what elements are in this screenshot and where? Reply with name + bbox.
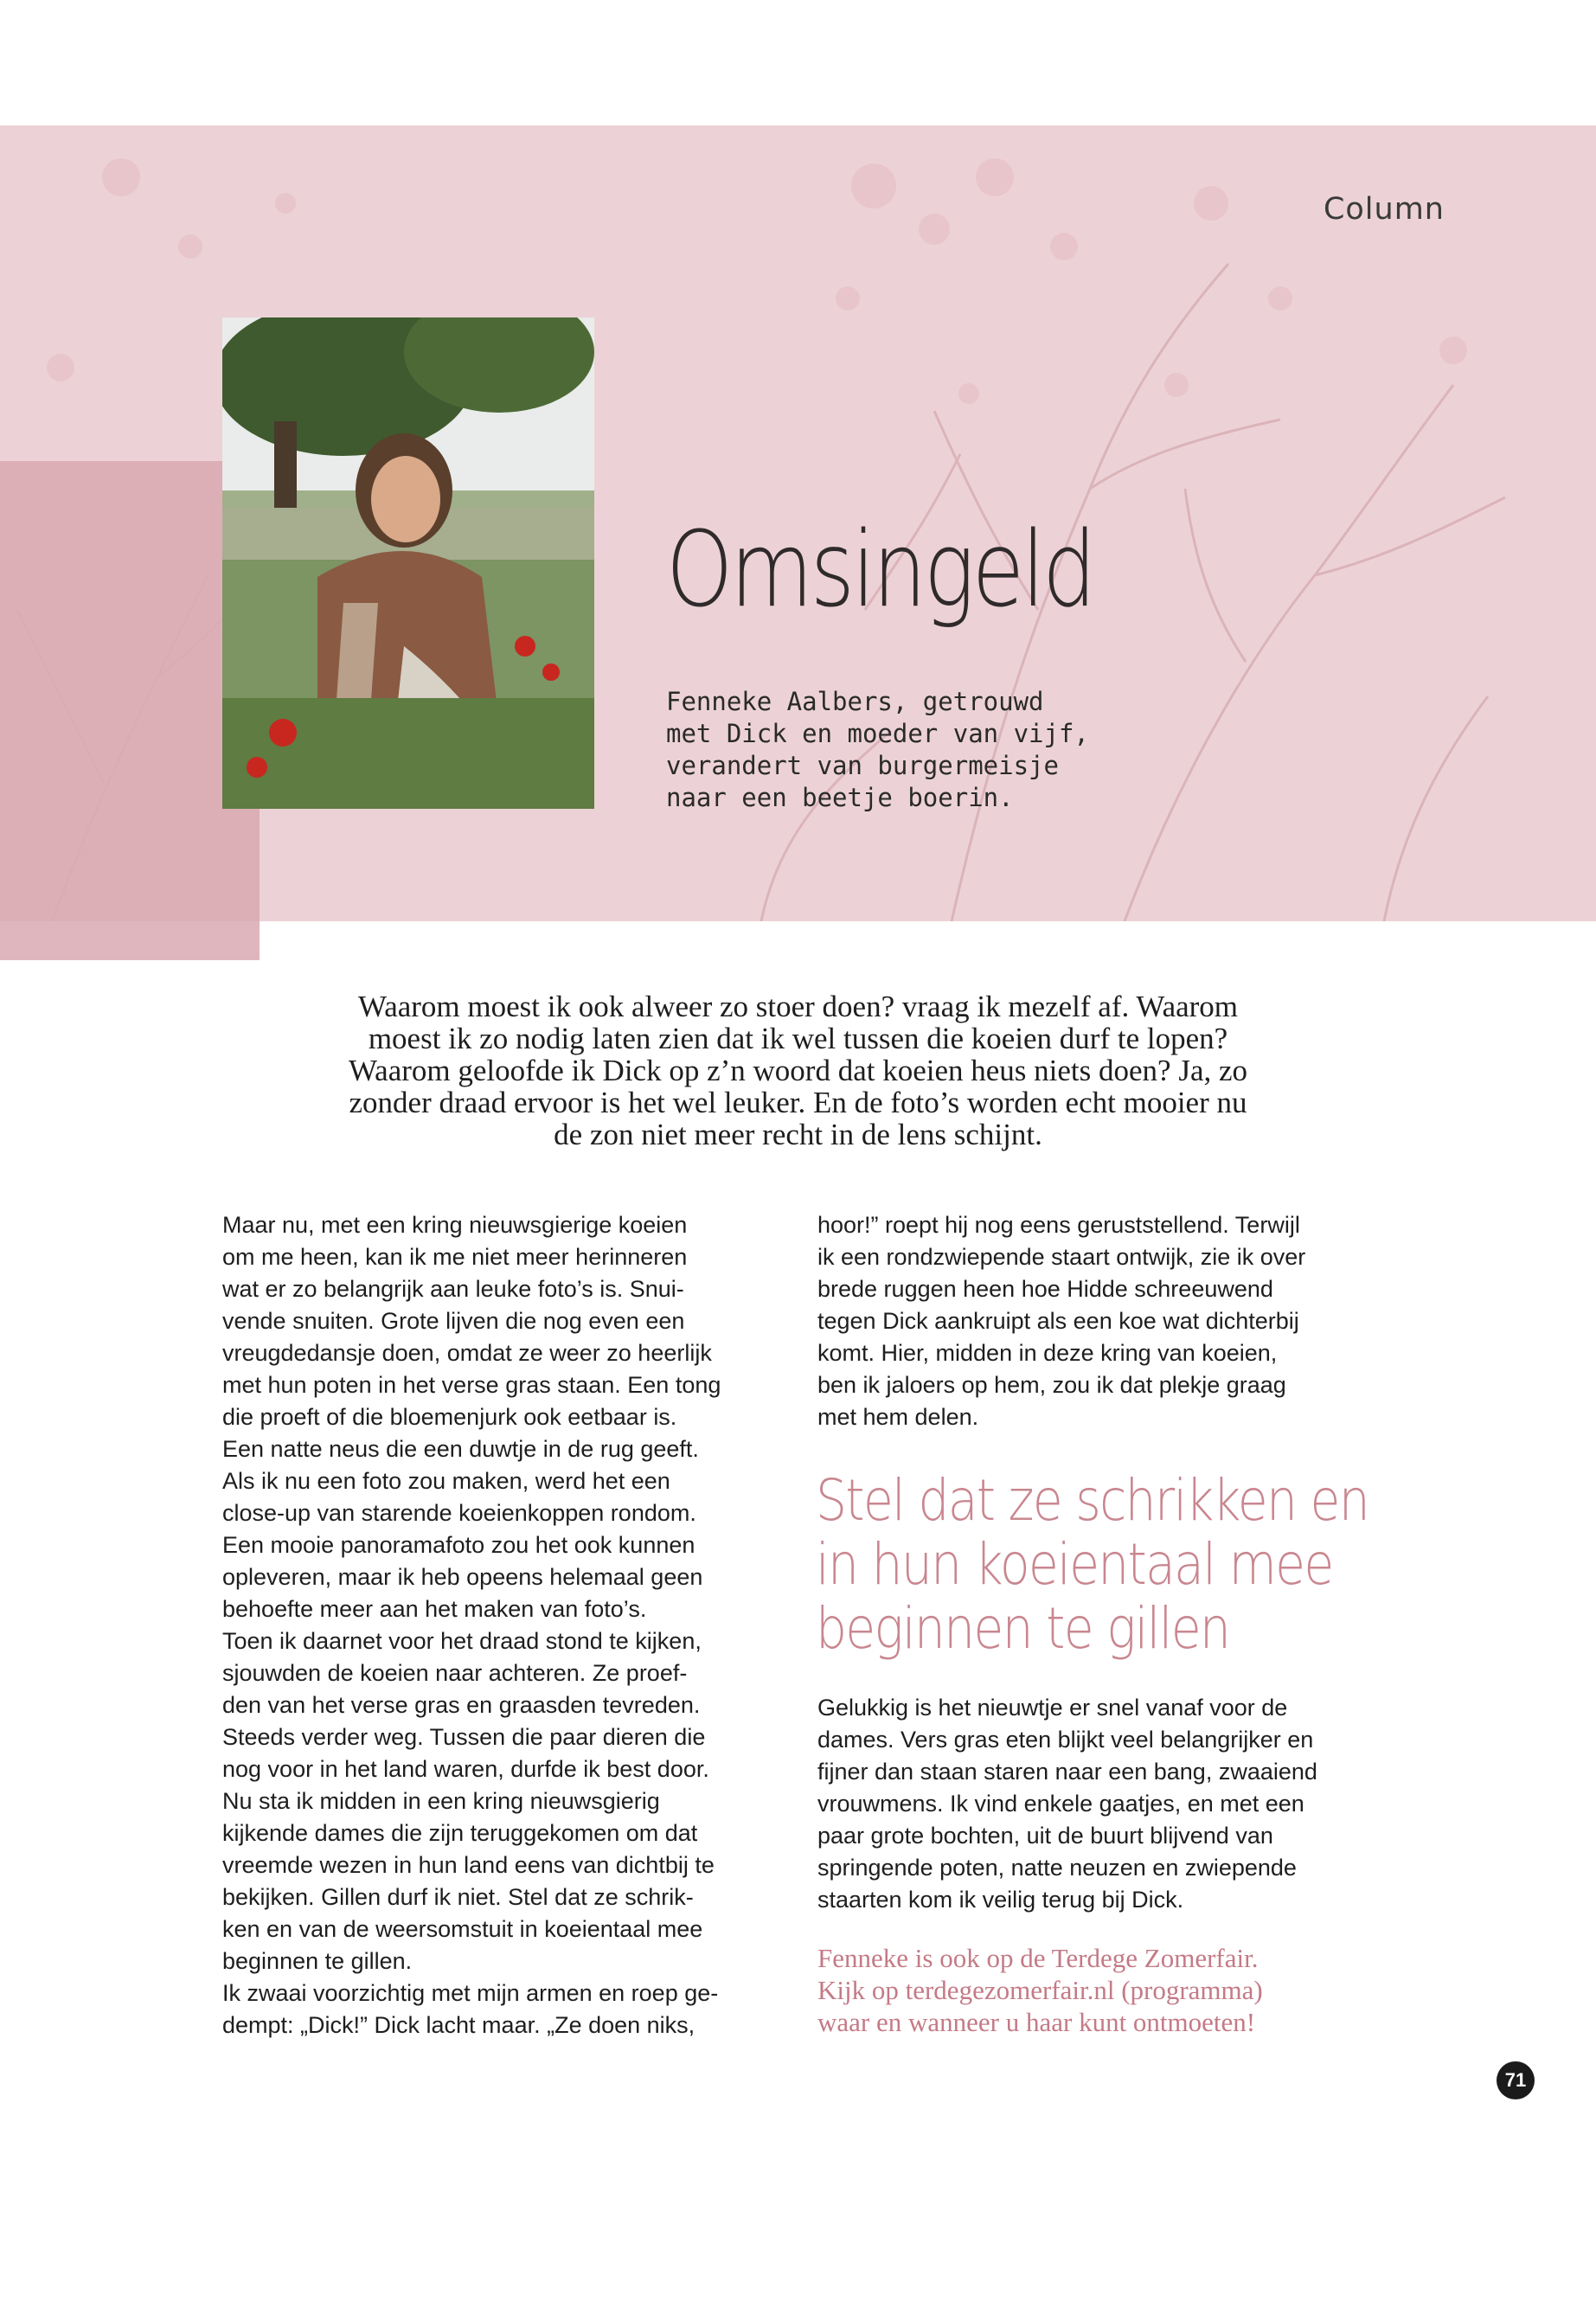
- body-line: Maar nu, met een kring nieuwsgierige koeien: [222, 1212, 688, 1238]
- intro-line: moest ik zo nodig laten zien dat ik wel tussen die koeien durf te lopen?: [368, 1022, 1228, 1055]
- body-line: paar grote bochten, uit de buurt blijvend van: [817, 1823, 1273, 1849]
- body-line: brede ruggen heen hoe Hidde schreeuwend: [817, 1276, 1273, 1302]
- body-column-right: [817, 1209, 1380, 1433]
- body-line: opleveren, maar ik heb opeens helemaal geen: [222, 1564, 703, 1590]
- page-number-badge: 71: [1497, 2061, 1535, 2099]
- body-line: nog voor in het land waren, durfde ik best door.: [222, 1756, 709, 1782]
- body-line: vrouwmens. Ik vind enkele gaatjes, en met een: [817, 1791, 1304, 1817]
- body-line: bekijken. Gillen durf ik niet. Stel dat ze schrik-: [222, 1884, 694, 1910]
- body-line: fijner dan staan staren naar een bang, zwaaiend: [817, 1759, 1317, 1785]
- body-line: sjouwden de koeien naar achteren. Ze proef-: [222, 1660, 688, 1686]
- body-line: Een mooie panoramafoto zou het ook kunnen: [222, 1532, 695, 1558]
- body-line: ken en van de weersomstuit in koeientaal mee: [222, 1916, 703, 1942]
- body-line: Een natte neus die een duwtje in de rug geeft.: [222, 1436, 699, 1462]
- subtitle-line: naar een beetje boerin.: [666, 783, 1014, 812]
- body-column-right-continued: [817, 1692, 1380, 1916]
- body-line: Toen ik daarnet voor het draad stond te kijken,: [222, 1628, 702, 1654]
- promo-line: Fenneke is ook op de Terdege Zomerfair.: [817, 1943, 1259, 1973]
- intro-line: Waarom moest ik ook alweer zo stoer doen? vraag ik mezelf af. Waarom: [357, 990, 1239, 1023]
- intro-line: Waarom geloofde ik Dick op z’n woord dat koeien heus niets doen? Ja, zo: [348, 1054, 1248, 1087]
- promo-line: waar en wanneer u haar kunt ontmoeten!: [817, 2007, 1256, 2037]
- body-line: komt. Hier, midden in deze kring van koeien,: [817, 1340, 1278, 1366]
- article-title: Omsingeld: [666, 510, 1094, 631]
- body-line: wat er zo belangrijk aan leuke foto’s is. Snui-: [222, 1276, 684, 1302]
- intro-line: zonder draad ervoor is het wel leuker. En de foto’s worden echt mooier nu: [349, 1086, 1247, 1119]
- body-line: met hem delen.: [817, 1404, 979, 1430]
- body-line: behoefte meer aan het maken van foto’s.: [222, 1596, 647, 1622]
- promo-note: [817, 1942, 1380, 2038]
- subtitle-line: met Dick en moeder van vijf,: [666, 719, 1089, 748]
- pull-quote: [816, 1469, 1368, 1661]
- body-line: ik een rondzwiepende staart ontwijk, zie ik over: [817, 1244, 1306, 1270]
- body-line: Steeds verder weg. Tussen die paar dieren die: [222, 1724, 706, 1750]
- body-line: hoor!” roept hij nog eens geruststellend. Terwijl: [817, 1212, 1300, 1238]
- pull-quote-line: in hun koeientaal mee: [816, 1531, 1333, 1598]
- article-subtitle: [666, 686, 1202, 814]
- body-line: Als ik nu een foto zou maken, werd het een: [222, 1468, 670, 1494]
- pink-accent-block: [0, 461, 260, 960]
- body-line: om me heen, kan ik me niet meer herinneren: [222, 1244, 688, 1270]
- author-photo: [222, 317, 594, 809]
- body-line: staarten kom ik veilig terug bij Dick.: [817, 1887, 1184, 1913]
- body-line: Nu sta ik midden in een kring nieuwsgierig: [222, 1788, 660, 1814]
- body-line: den van het verse gras en graasden tevreden.: [222, 1692, 701, 1718]
- body-column-left: [222, 1209, 785, 2041]
- intro-line: de zon niet meer recht in de lens schijnt.: [554, 1118, 1042, 1151]
- subtitle-line: Fenneke Aalbers, getrouwd: [666, 687, 1044, 716]
- pull-quote-line: Stel dat ze schrikken en: [816, 1467, 1369, 1534]
- body-line: tegen Dick aankruipt als een koe wat dichterbij: [817, 1308, 1299, 1334]
- body-line: ben ik jaloers op hem, zou ik dat plekje graag: [817, 1372, 1286, 1398]
- subtitle-line: verandert van burgermeisje: [666, 751, 1059, 780]
- body-line: Ik zwaai voorzichtig met mijn armen en roep ge-: [222, 1980, 719, 2006]
- pull-quote-line: beginnen te gillen: [816, 1595, 1230, 1662]
- intro-paragraph: [251, 990, 1345, 1150]
- body-line: vende snuiten. Grote lijven die nog even een: [222, 1308, 685, 1334]
- body-line: vreemde wezen in hun land eens van dichtbij te: [222, 1852, 715, 1878]
- body-line: die proeft of die bloemenjurk ook eetbaar is.: [222, 1404, 677, 1430]
- body-line: dempt: „Dick!” Dick lacht maar. „Ze doen niks,: [222, 2012, 695, 2038]
- body-line: vreugdedansje doen, omdat ze weer zo heerlijk: [222, 1340, 712, 1366]
- body-line: dames. Vers gras eten blijkt veel belangrijker en: [817, 1727, 1314, 1753]
- body-line: close-up van starende koeienkoppen rondom.: [222, 1500, 696, 1526]
- promo-line: Kijk op terdegezomerfair.nl (programma): [817, 1975, 1263, 2005]
- section-label: Column: [1323, 192, 1445, 227]
- body-line: kijkende dames die zijn teruggekomen om dat: [222, 1820, 698, 1846]
- body-line: Gelukkig is het nieuwtje er snel vanaf voor de: [817, 1695, 1288, 1721]
- body-line: springende poten, natte neuzen en zwiepende: [817, 1855, 1297, 1881]
- body-line: beginnen te gillen.: [222, 1948, 413, 1974]
- body-line: met hun poten in het verse gras staan. Een tong: [222, 1372, 721, 1398]
